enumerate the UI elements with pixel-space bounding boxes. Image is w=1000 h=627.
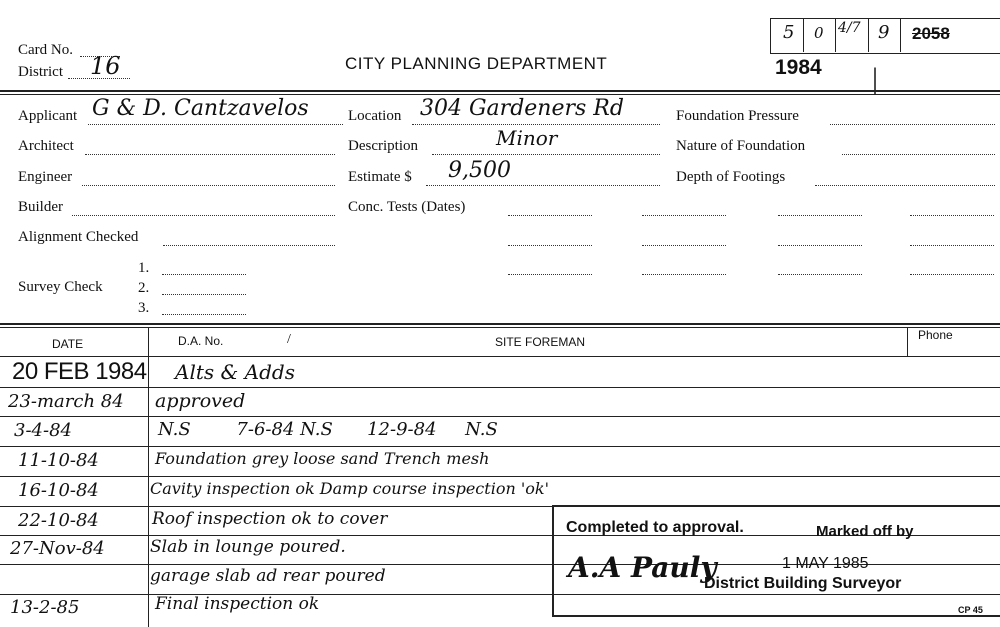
row-date-3: 3-4-84 [14, 420, 72, 441]
applicant-label: Applicant [18, 108, 78, 124]
row-date-1: 20 FEB 1984 [12, 358, 147, 385]
conc-tests-label: Conc. Tests (Dates) [348, 199, 466, 215]
row-note-8: garage slab ad rear poured [150, 566, 386, 586]
row-note-9: Final inspection ok [155, 594, 320, 614]
row-date-6: 22-10-84 [18, 510, 99, 531]
row-note-2: approved [155, 390, 246, 412]
survey-item-1: 1. [138, 260, 150, 276]
year-mark: | [872, 62, 879, 95]
card-digit-1: 5 [783, 22, 795, 43]
row-date-5: 16-10-84 [18, 480, 99, 501]
department-title: CITY PLANNING DEPARTMENT [345, 54, 608, 73]
year: 1984 [775, 56, 822, 79]
survey-item-2: 2. [138, 280, 150, 296]
table-top-divider [0, 323, 1000, 325]
row-note-3: N.S 7-6-84 N.S 12-9-84 N.S [158, 419, 498, 440]
card-digit-3: 4/7 [838, 20, 861, 36]
row-note-1: Alts & Adds [175, 360, 295, 384]
district-label: District [18, 64, 63, 80]
location-value: 304 Gardeners Rd [420, 96, 624, 121]
row-note-7: Slab in lounge poured. [150, 537, 346, 557]
depth-footings-label: Depth of Footings [676, 169, 786, 185]
description-value: Minor [496, 126, 558, 150]
stamp-signature: A.A Pauly [568, 551, 717, 584]
estimate-value: 9,500 [448, 158, 511, 183]
stamp-completed-text: Completed to approval. [566, 519, 744, 536]
row-date-4: 11-10-84 [18, 450, 99, 471]
applicant-value: G & D. Cantzavelos [92, 96, 309, 121]
card-digit-5: 2058 [912, 24, 950, 43]
card-no-label: Card No. [18, 42, 73, 58]
date-column-divider [148, 327, 149, 627]
builder-label: Builder [18, 199, 63, 215]
foundation-pressure-label: Foundation Pressure [676, 108, 799, 124]
completion-stamp [552, 505, 1000, 617]
site-foreman-header: SITE FOREMAN [495, 335, 586, 349]
row-note-6: Roof inspection ok to cover [152, 509, 388, 529]
survey-item-3: 3. [138, 300, 150, 316]
district-value: 16 [90, 52, 121, 80]
location-label: Location [348, 108, 402, 124]
row-date-2: 23-march 84 [8, 391, 124, 412]
nature-foundation-label: Nature of Foundation [676, 138, 806, 154]
da-value: / [287, 332, 291, 347]
alignment-label: Alignment Checked [18, 229, 139, 245]
description-label: Description [348, 138, 418, 154]
architect-label: Architect [18, 138, 74, 154]
estimate-label: Estimate $ [348, 169, 412, 185]
phone-header: Phone [918, 328, 953, 342]
stamp-marked-text: Marked off by [816, 523, 914, 540]
stamp-surveyor: District Building Surveyor [704, 575, 902, 592]
row-note-5: Cavity inspection ok Damp course inspection 'ok' [150, 479, 549, 498]
header-divider [0, 90, 1000, 92]
survey-label: Survey Check [18, 279, 103, 295]
card-digit-4: 9 [878, 22, 890, 43]
date-header: DATE [52, 337, 84, 351]
da-header: D.A. No. [178, 334, 224, 348]
engineer-label: Engineer [18, 169, 73, 185]
row-note-4: Foundation grey loose sand Trench mesh [155, 449, 490, 468]
card-digit-2: 0 [814, 24, 824, 42]
row-date-9: 13-2-85 [10, 597, 80, 618]
form-code: CP 45 [958, 605, 983, 615]
row-date-7: 27-Nov-84 [10, 538, 105, 559]
stamp-date: 1 MAY 1985 [782, 555, 869, 572]
